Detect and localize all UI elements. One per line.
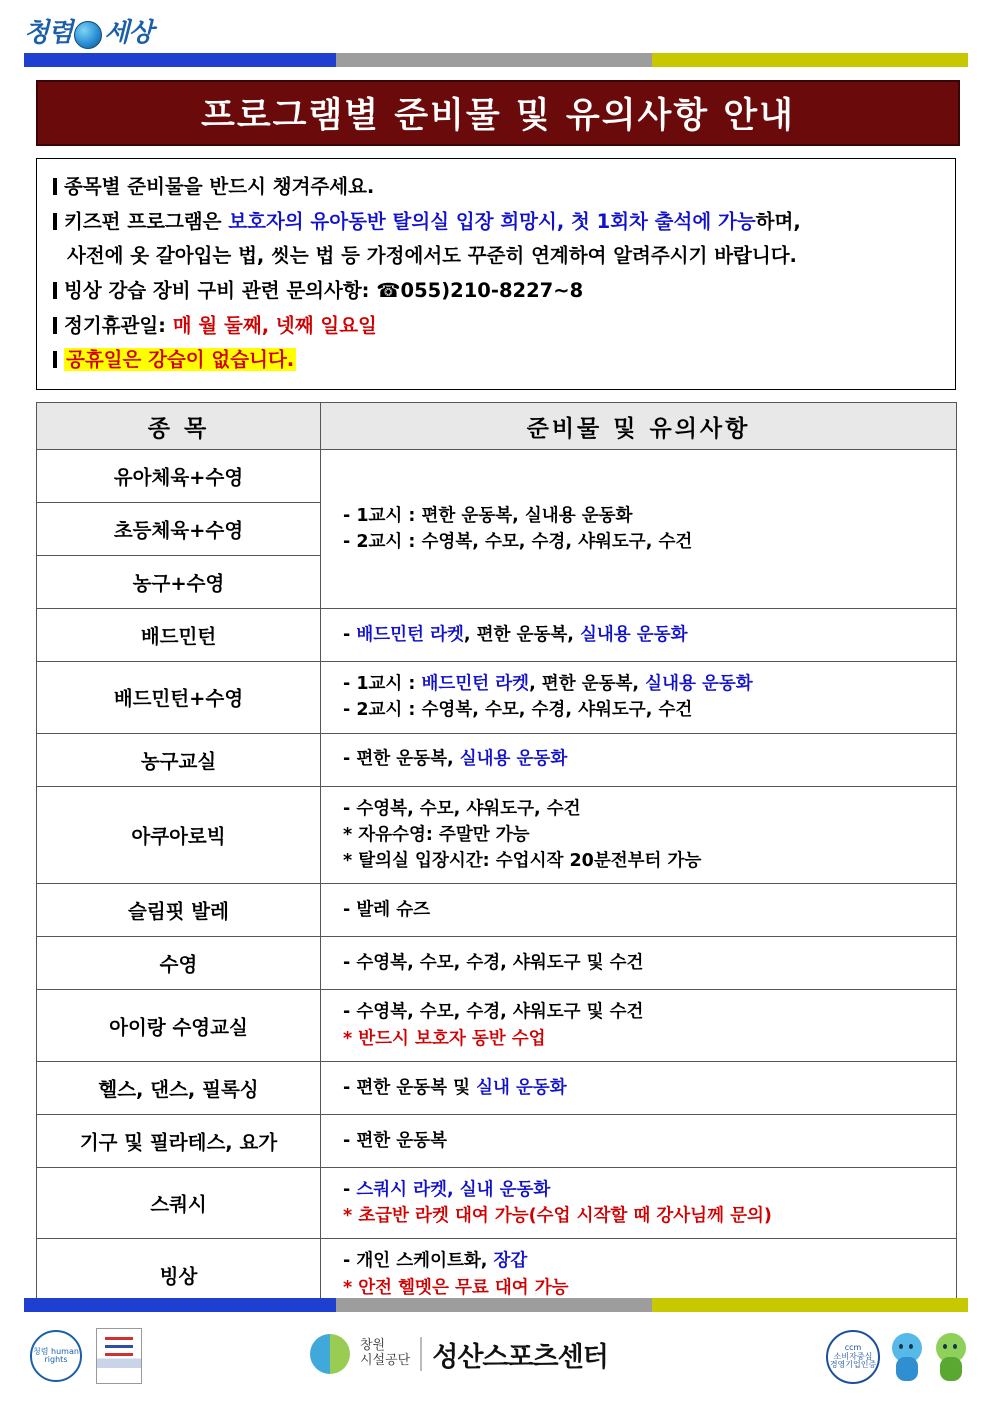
table-cell-requirements xyxy=(321,662,957,734)
table-header-program: 종 목 xyxy=(37,403,321,450)
table-cell-requirements xyxy=(321,1061,957,1114)
requirement-line xyxy=(343,822,956,848)
mascot-green-eye-left xyxy=(943,1344,947,1349)
color-bar-blue-segment xyxy=(24,1298,336,1312)
requirement-text: - 2교시 : 수영복, 수모, 수경, 샤워도구, 수건 xyxy=(343,532,693,552)
requirement-text: * 탈의실 입장시간: 수업시작 20분전부터 가능 xyxy=(343,851,702,871)
color-bar-gray-segment xyxy=(336,53,652,67)
table-header-requirements: 준비물 및 유의사항 xyxy=(321,403,957,450)
table-cell-program-name: 아이랑 수영교실 xyxy=(37,990,321,1062)
program-requirements-table xyxy=(36,402,957,1311)
ccm-certification-icon xyxy=(826,1330,880,1384)
table-cell-requirements xyxy=(321,1114,957,1167)
requirement-text: - 개인 스케이트화, xyxy=(343,1251,494,1272)
table-cell-program-name: 헬스, 댄스, 필록싱 xyxy=(37,1061,321,1114)
requirement-text: * 반드시 보호자 동반 수업 xyxy=(343,1028,546,1049)
notice-line-2-emphasis: 보호자의 유아동반 탈의실 입장 희망시, 첫 1회차 출석에 가능 xyxy=(228,209,756,233)
requirement-text: 실내용 운동화 xyxy=(645,674,753,694)
notice-line-5 xyxy=(53,346,939,374)
table-row xyxy=(37,786,957,884)
table-row xyxy=(37,990,957,1062)
table-cell-program-name: 농구+수영 xyxy=(37,556,321,609)
requirement-line xyxy=(343,622,956,648)
mascot-green-body xyxy=(940,1357,962,1381)
notice-line-2 xyxy=(53,208,939,236)
table-row xyxy=(37,1114,957,1167)
footer-divider xyxy=(420,1337,422,1371)
color-bar-gray-segment xyxy=(336,1298,652,1312)
changwon-facilities-logo-icon xyxy=(310,1334,350,1374)
requirement-line xyxy=(343,1177,956,1203)
logo-text-left: 청렴 xyxy=(24,17,73,48)
requirement-text: 스쿼시 라켓, 실내 운동화 xyxy=(356,1179,551,1200)
notice-line-2-sub-text: 사전에 옷 갈아입는 법, 씻는 법 등 가정에서도 꾸준히 연계하여 알려주시기 바랍니다. xyxy=(67,244,797,268)
notice-line-3 xyxy=(53,277,939,305)
table-cell-program-name: 농구교실 xyxy=(37,733,321,786)
changwon-line-2: 시설공단 xyxy=(360,1353,411,1368)
requirement-text: - 2교시 : 수영복, 수모, 수경, 샤워도구, 수건 xyxy=(343,700,693,721)
color-bar-blue-segment xyxy=(24,53,336,67)
top-color-bar xyxy=(24,53,968,67)
table-cell-requirements xyxy=(321,609,957,662)
notice-line-2-suffix: 하며, xyxy=(755,209,801,233)
requirement-text: , 편한 운동복, xyxy=(463,624,580,645)
requirement-text: - 편한 운동복, xyxy=(343,749,460,770)
certificate-emblem-icon xyxy=(96,1328,142,1384)
footer-right-emblems xyxy=(826,1330,968,1384)
requirement-text: 실내용 운동화 xyxy=(459,749,568,770)
mascot-blue-eye-right xyxy=(909,1344,913,1349)
organization-logo xyxy=(24,8,152,52)
table-row xyxy=(37,609,957,662)
color-bar-olive-segment xyxy=(652,53,968,67)
sports-center-name: 성산스포츠센터 xyxy=(432,1341,608,1373)
table-cell-requirements xyxy=(321,786,957,884)
requirement-line xyxy=(343,1026,956,1052)
bullet-icon xyxy=(53,282,57,299)
mascot-blue-body xyxy=(896,1357,918,1381)
table-cell-program-name: 아쿠아로빅 xyxy=(37,786,321,884)
table-cell-requirements xyxy=(321,733,957,786)
bullet-icon xyxy=(53,213,57,230)
requirement-line xyxy=(343,503,956,529)
requirement-line xyxy=(343,1275,956,1301)
bullet-icon xyxy=(53,351,57,368)
table-row xyxy=(37,937,957,990)
table-row xyxy=(37,1167,957,1239)
requirement-text: 배드민턴 라켓 xyxy=(356,624,464,645)
requirement-text: - xyxy=(343,1179,357,1200)
ccm-line-2: 소비자중심 xyxy=(833,1351,873,1361)
changwon-line-1: 창원 xyxy=(360,1338,386,1354)
table-cell-requirements xyxy=(321,1167,957,1239)
table-cell-program-name: 기구 및 필라테스, 요가 xyxy=(37,1114,321,1167)
human-rights-seal-label: 청렴 human rights xyxy=(33,1346,79,1364)
bullet-icon xyxy=(53,178,57,195)
page-title-text: 프로그램별 준비물 및 유의사항 안내 xyxy=(201,96,795,136)
requirement-line xyxy=(343,1203,956,1229)
requirement-text: , 편한 운동복, xyxy=(529,674,646,694)
table-cell-requirements xyxy=(321,937,957,990)
requirement-line xyxy=(343,897,956,923)
table-body xyxy=(37,450,957,1311)
requirement-text: * 자유수영: 주말만 가능 xyxy=(343,824,530,845)
requirement-text: - 수영복, 수모, 수경, 샤워도구 및 수건 xyxy=(343,953,644,974)
requirement-line xyxy=(343,1128,956,1154)
requirement-line xyxy=(343,796,956,822)
footer-center-branding xyxy=(310,1334,608,1374)
table-row xyxy=(37,884,957,937)
requirement-line xyxy=(343,950,956,976)
notice-line-3-text: 빙상 강습 장비 구비 관련 문의사항: ☎055)210-8227~8 xyxy=(64,279,584,303)
requirement-line xyxy=(343,1075,956,1101)
table-cell-requirements xyxy=(321,450,957,609)
notice-line-2-prefix: 키즈펀 프로그램은 xyxy=(64,209,229,233)
notice-line-2-sub xyxy=(53,242,939,270)
requirement-line xyxy=(343,1248,956,1274)
bullet-icon xyxy=(53,317,57,334)
logo-text-right: 세상 xyxy=(104,17,153,48)
table-cell-program-name: 빙상 xyxy=(37,1239,321,1311)
requirement-text: - 수영복, 수모, 수경, 샤워도구 및 수건 xyxy=(343,1002,644,1023)
requirement-text: - 수영복, 수모, 샤워도구, 수건 xyxy=(343,798,581,819)
color-bar-olive-segment xyxy=(652,1298,968,1312)
globe-icon xyxy=(74,21,102,49)
requirement-text: * 초급반 라켓 대여 가능(수업 시작할 때 강사님께 문의) xyxy=(343,1206,772,1226)
requirement-line xyxy=(343,999,956,1025)
table-row xyxy=(37,662,957,734)
requirement-text: 실내용 운동화 xyxy=(580,624,688,645)
table-cell-program-name: 슬림핏 발레 xyxy=(37,884,321,937)
requirement-line xyxy=(343,848,956,874)
table-cell-requirements xyxy=(321,884,957,937)
notice-line-5-text: 공휴일은 강습이 없습니다. xyxy=(66,348,295,372)
table-cell-program-name: 배드민턴+수영 xyxy=(37,662,321,734)
footer-left-emblems xyxy=(30,1328,142,1384)
requirement-text: - 편한 운동복 및 xyxy=(343,1077,477,1098)
requirement-text: - 발레 슈즈 xyxy=(343,900,431,921)
changwon-facilities-text xyxy=(360,1339,410,1369)
requirement-text: - 편한 운동복 xyxy=(343,1130,447,1151)
table-row xyxy=(37,450,957,503)
bottom-color-bar xyxy=(24,1298,968,1312)
table-cell-program-name: 스쿼시 xyxy=(37,1167,321,1239)
requirement-text: - xyxy=(343,624,357,645)
notice-line-4-prefix: 정기휴관일: xyxy=(64,313,173,337)
page-title xyxy=(36,80,960,146)
table-header-row xyxy=(37,403,957,450)
mascot-green-icon xyxy=(934,1333,968,1381)
table-cell-program-name: 수영 xyxy=(37,937,321,990)
table-row xyxy=(37,1061,957,1114)
ccm-line-3: 경영기업인증 xyxy=(829,1360,877,1370)
mascot-blue-icon xyxy=(890,1333,924,1381)
table-cell-program-name: 배드민턴 xyxy=(37,609,321,662)
requirement-text: - 1교시 : xyxy=(343,674,422,694)
ccm-line-1: ccm xyxy=(844,1342,862,1352)
requirement-text: 장갑 xyxy=(493,1251,528,1272)
requirement-line xyxy=(343,529,956,555)
footer xyxy=(0,1320,992,1403)
requirement-text: 배드민턴 라켓 xyxy=(421,674,530,694)
human-rights-seal-icon xyxy=(30,1330,82,1382)
mascot-green-eye-right xyxy=(953,1344,957,1349)
notice-line-1-text: 종목별 준비물을 반드시 챙겨주세요. xyxy=(64,175,375,198)
notice-line-4-emphasis: 매 월 둘째, 넷째 일요일 xyxy=(172,313,377,337)
requirement-text: 실내 운동화 xyxy=(476,1077,567,1098)
table-cell-requirements xyxy=(321,990,957,1062)
notice-line-4 xyxy=(53,312,939,340)
table-row xyxy=(37,733,957,786)
requirement-line xyxy=(343,746,956,772)
requirement-text: - 1교시 : 편한 운동복, 실내용 운동화 xyxy=(343,505,633,526)
requirement-line xyxy=(343,671,956,697)
notice-box xyxy=(36,158,956,390)
table-cell-program-name: 초등체육+수영 xyxy=(37,503,321,556)
mascot-blue-eye-left xyxy=(899,1344,903,1349)
requirement-text: * 안전 헬멧은 무료 대여 가능 xyxy=(343,1277,569,1298)
requirement-line xyxy=(343,697,956,723)
notice-line-1 xyxy=(53,173,939,201)
table-cell-program-name: 유아체육+수영 xyxy=(37,450,321,503)
